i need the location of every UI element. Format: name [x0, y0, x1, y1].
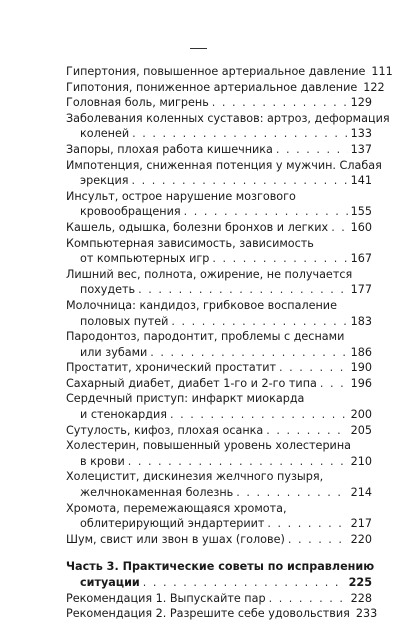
leader-dots	[279, 360, 348, 376]
leader-dots	[320, 376, 348, 392]
toc-page-number: 167	[350, 252, 372, 266]
table-of-contents	[66, 64, 393, 622]
toc-page-number: 210	[350, 454, 372, 468]
leader-dots	[184, 204, 348, 220]
leader-dots	[171, 314, 347, 330]
toc-section-heading	[66, 559, 375, 590]
leader-dots	[143, 575, 346, 591]
toc-entry-text: кровообращения	[80, 205, 181, 219]
toc-entry-text: Гипертония, повышенное артериальное давление	[66, 65, 366, 78]
toc-page-number: 141	[350, 174, 372, 188]
toc-page-number: 214	[350, 486, 372, 500]
toc-page-number: 122	[363, 80, 385, 94]
leader-dots	[212, 95, 348, 111]
toc-page-number: 220	[350, 532, 372, 546]
leader-dots	[170, 407, 348, 423]
toc-entry-text: Головная боль, мигрень	[66, 96, 209, 110]
toc-page-number: 228	[350, 591, 372, 605]
leader-dots	[212, 251, 347, 267]
toc-entry-text: от компьютерных игр	[80, 252, 210, 266]
leader-dots	[236, 485, 347, 501]
toc-entry	[66, 236, 372, 267]
toc-entry-text: Холестерин, повышенный уровень холестерина	[66, 439, 351, 453]
toc-page-number: 133	[350, 127, 372, 141]
leader-dots	[288, 532, 348, 548]
leader-dots	[266, 423, 347, 439]
toc-entry-text: или зубами	[80, 345, 148, 359]
section-title: ситуации	[80, 576, 140, 589]
toc-page-number: 205	[350, 423, 372, 437]
toc-entry	[66, 606, 378, 622]
toc-entry	[66, 532, 372, 548]
toc-page-number: 196	[350, 376, 372, 390]
toc-entry	[66, 158, 382, 189]
toc-entry-text: похудеть	[80, 283, 136, 297]
toc-entry	[66, 329, 372, 360]
toc-entry-text: Рекомендация 2. Разрешите себе удовольствия	[66, 607, 350, 621]
toc-entry	[66, 189, 372, 220]
leader-dots	[276, 142, 348, 158]
toc-entry-text: Рекомендация 1. Выпускайте пар	[66, 591, 266, 605]
toc-entry	[66, 438, 372, 469]
toc-entry	[66, 469, 372, 500]
toc-entry-text: Запоры, плохая работа кишечника	[66, 142, 273, 156]
toc-entry	[66, 376, 372, 392]
toc-page-number: 200	[350, 408, 372, 422]
toc-page-number: 217	[350, 517, 372, 531]
toc-entry	[66, 95, 372, 111]
toc-entry	[66, 360, 372, 376]
toc-entry-text: Сердечный приступ: инфаркт миокарда	[66, 392, 305, 406]
toc-page-number: 186	[350, 345, 372, 359]
toc-page-number: 111	[371, 65, 393, 78]
toc-entry	[66, 111, 390, 142]
toc-entry-text: Молочница: кандидоз, грибковое воспаление	[66, 298, 337, 312]
toc-entry	[66, 591, 372, 607]
toc-entry-text: и стенокардия	[80, 408, 167, 422]
toc-entry-text: Кашель, одышка, болезни бронхов и легких	[66, 220, 329, 234]
toc-entry-text: в крови	[80, 454, 125, 468]
toc-entry-text: Гипотония, пониженное артериальное давление	[66, 80, 358, 94]
toc-page-number: 155	[350, 205, 372, 219]
toc-entry-text: желчнокаменная болезнь	[80, 486, 234, 500]
toc-page-number: 129	[350, 96, 372, 110]
toc-entry-text: Шум, свист или звон в ушах (голове)	[66, 532, 285, 546]
toc-entry	[66, 391, 372, 422]
top-rule	[190, 48, 207, 49]
toc-entry-text: Холецистит, дискинезия желчного пузыря,	[66, 470, 324, 484]
toc-entry-text: Пародонтоз, пародонтит, проблемы с деснами	[66, 330, 345, 344]
leader-dots	[269, 591, 348, 607]
toc-page-number: 137	[350, 142, 372, 156]
leader-dots	[331, 220, 347, 236]
section-title: Часть 3. Практические советы по исправлению	[66, 560, 375, 574]
toc-entry-text: Хромота, перемежающаяся хромота,	[66, 501, 287, 515]
toc-entry-text: Сутулость, кифоз, плохая осанка	[66, 423, 264, 437]
toc-entry-text: Заболевания коленных суставов: артроз, деформация	[66, 111, 390, 125]
toc-page-number: 233	[355, 607, 378, 621]
leader-dots	[128, 454, 348, 470]
toc-entry	[66, 501, 372, 532]
toc-entry	[66, 267, 372, 298]
toc-entry-text: Инсульт, острое нарушение мозгового	[66, 189, 296, 203]
toc-entry	[66, 80, 385, 96]
toc-entry-text: Сахарный диабет, диабет 1-го и 2-го типа	[66, 376, 317, 390]
leader-dots	[150, 345, 347, 361]
toc-entry	[66, 64, 393, 80]
toc-entry	[66, 142, 372, 158]
toc-entry	[66, 220, 372, 236]
toc-entry	[66, 423, 372, 439]
toc-page-number: 183	[350, 314, 372, 328]
toc-entry-text: половых путей	[80, 314, 169, 328]
toc-entry	[66, 298, 372, 329]
toc-entry-text: Компьютерная зависимость, зависимость	[66, 236, 314, 250]
toc-page-number: 160	[350, 220, 372, 234]
toc-entry-text: эрекция	[80, 174, 129, 188]
leader-dots	[132, 126, 348, 142]
leader-dots	[138, 282, 348, 298]
toc-page-number: 177	[350, 283, 372, 297]
toc-page-number: 225	[348, 576, 372, 589]
toc-page-number: 190	[350, 361, 372, 375]
leader-dots	[132, 173, 348, 189]
toc-entry-text: Импотенция, сниженная потенция у мужчин. Слабая	[66, 158, 382, 172]
toc-entry-text: Простатит, хронический простатит	[66, 361, 277, 375]
toc-entry-text: облитерирующий эндартериит	[80, 517, 265, 531]
toc-entry-text: коленей	[80, 127, 130, 141]
toc-entry-text: Лишний вес, полнота, ожирение, не получается	[66, 267, 353, 281]
leader-dots	[267, 516, 347, 532]
